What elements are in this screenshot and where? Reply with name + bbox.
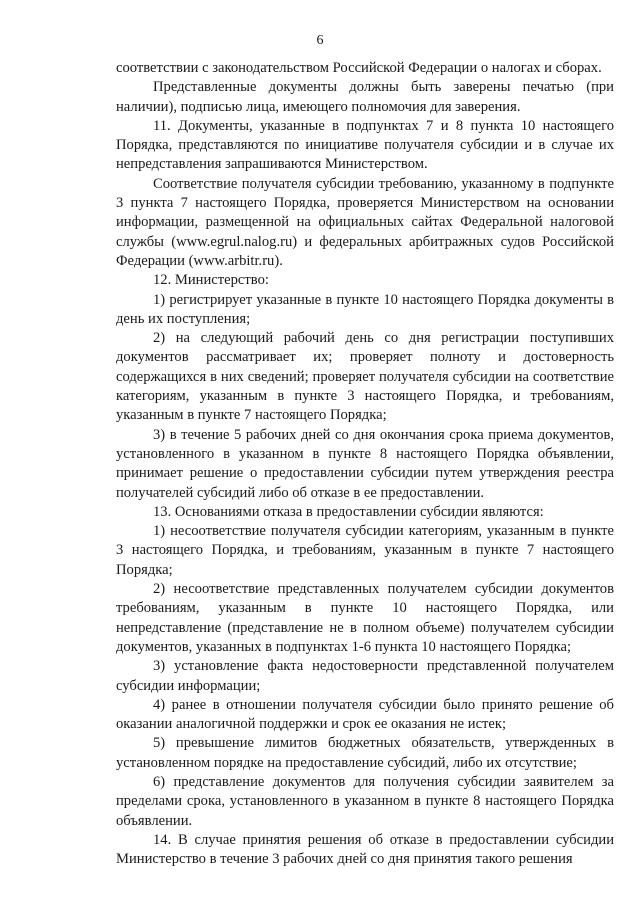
paragraph-clause-13-item-5: 5) превышение лимитов бюджетных обязательств, утвержденных в установленном порядке на предоставление субсидий, либо их отсутствие; <box>116 735 614 771</box>
paragraph-clause-13: 13. Основаниями отказа в предоставлении субсидии являются: <box>153 503 544 520</box>
paragraph-clause-11: 11. Документы, указанные в подпунктах 7 и 8 пункта 10 настоящего Порядка, представляются по инициативе получателя субсидии и в случае их непредставления запрашиваются Министерством. <box>116 117 614 173</box>
paragraph-clause-13-item-4: 4) ранее в отношении получателя субсидии было принято решение об оказании аналогичной поддержки и срок ее оказания не истек; <box>116 696 614 733</box>
paragraph-continuation: соответствии с законодательством Российской Федерации о налогах и сборах. <box>116 60 602 76</box>
document-body <box>116 59 614 869</box>
paragraph-clause-12-item-1: 1) регистрирует указанные в пункте 10 настоящего Порядка документы в день их поступления; <box>116 291 614 327</box>
paragraph-clause-13-item-6: 6) представление документов для получения субсидии заявителем за пределами срока, установленного в указанном в пункте 8 настоящего Порядка объявлении. <box>116 773 614 829</box>
paragraph-clause-13-item-1: 1) несоответствие получателя субсидии категориям, указанным в пункте 3 настоящего Порядка, и требованиям, указанным в пункте 7 настоящего Порядка; <box>116 523 614 578</box>
paragraph-clause-12-item-2: 2) на следующий рабочий день со дня регистрации поступивших документов рассматривает их; проверяет полноту и достоверность содержащихся в них сведений; проверяет получателя субсидии на соответствие категориям, указанным в пункте 3 настоящего Порядка, и требованиям, указанным в пункте 7 настоящего Порядка; <box>116 330 614 424</box>
paragraph-clause-12: 12. Министерство: <box>153 272 269 289</box>
page-number: 6 <box>316 33 324 48</box>
paragraph-clause-13-item-3: 3) установление факта недостоверности представленной получателем субсидии информации; <box>116 658 614 694</box>
paragraph-compliance: Соответствие получателя субсидии требованию, указанному в подпункте 3 пункта 7 настоящего Порядка, проверяется Министерством на основании информации, размещенной на официальных сайтах Федеральной налоговой службы (www.egrul.nalog.ru) и федеральных арбитражных судов Российской Федерации (www.arbitr.ru). <box>116 175 614 269</box>
paragraph-clause-14: 14. В случае принятия решения об отказе в предоставлении субсидии Министерство в течение 3 рабочих дней со дня принятия такого решения <box>116 831 614 868</box>
paragraph-clause-12-item-3: 3) в течение 5 рабочих дней со дня окончания срока приема документов, установленного в указанном в пункте 8 настоящего Порядка объявлении, принимает решение о предоставлении субсидии путем утверждения реестра получателей субсидий либо об отказе в ее предоставлении. <box>116 426 614 501</box>
paragraph-certification: Представленные документы должны быть заверены печатью (при наличии), подписью лица, имеющего полномочия для заверения. <box>116 79 614 115</box>
paragraph-clause-13-item-2: 2) несоответствие представленных получателем субсидии документов требованиям, указанным в пункте 10 настоящего Порядка, или непредставление (представление не в полном объеме) получателем субсидии документов, указанных в подпунктах 1-6 пункта 10 настоящего Порядка; <box>116 581 614 655</box>
